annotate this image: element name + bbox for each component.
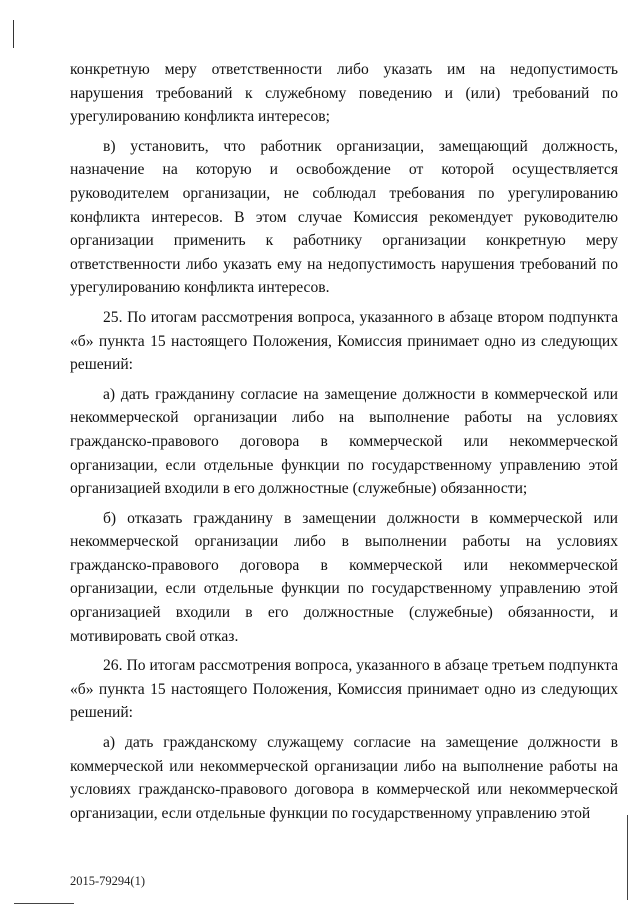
- scan-edge-mark-bottom: [14, 903, 74, 904]
- paragraph-clause-25-item-a: а) дать гражданину согласие на замещение должности в коммерческой или некоммерческой организации либо на выполнение работы на условиях гражданско-правового договора в коммерческой или некоммерческой организации, если отдельные функции по государственному управлению этой организацией входили в его должностные (служебные) обязанности;: [70, 385, 618, 498]
- paragraph-clause-26-item-a: а) дать гражданскому служащему согласие на замещение должности в коммерческой или некоммерческой организации либо на выполнение работы на условиях гражданско-правового договора в коммерческой или некоммерческой организации, если отдельные функции по государственному управлению этой: [70, 734, 618, 822]
- paragraph-clause-26: 26. По итогам рассмотрения вопроса, указанного в абзаце третьем подпункта «б» пункта 15 настоящего Положения, Комиссия принимает одно из следующих решений:: [70, 657, 618, 722]
- document-footer-code: 2015-79294(1): [70, 874, 145, 888]
- paragraph-clause-25: 25. По итогам рассмотрения вопроса, указанного в абзаце втором подпункта «б» пункта 15 настоящего Положения, Комиссия принимает одно из следующих решений:: [70, 308, 618, 374]
- scan-edge-mark-bottom-right: [627, 815, 628, 900]
- paragraph-item-v: в) установить, что работник организации, замещающий должность, назначение на которую и освобождение от которой осуществляется руководителем организации, не соблюдал требования по урегулированию конфликта интересов. В этом случае Комиссия рекомендует руководителю организации применить к работнику организации конкретную меру ответственности либо указать ему на недопустимость нарушения требований по урегулированию конфликта интересов.: [70, 137, 618, 297]
- paragraph-continuation: конкретную меру ответственности либо указать им на недопустимость нарушения требований к служебному поведению и (или) требований по урегулированию конфликта интересов;: [70, 61, 618, 126]
- scan-edge-mark-top-left: [13, 20, 14, 48]
- paragraph-clause-25-item-b: б) отказать гражданину в замещении должности в коммерческой или некоммерческой организации либо в выполнении работы на условиях гражданско-правового договора в коммерческой или некоммерческой организации, если отдельные функции по государственному управлению этой организацией входили в его должностные (служебные) обязанности, и мотивировать свой отказ.: [70, 509, 618, 645]
- document-body: [70, 58, 618, 825]
